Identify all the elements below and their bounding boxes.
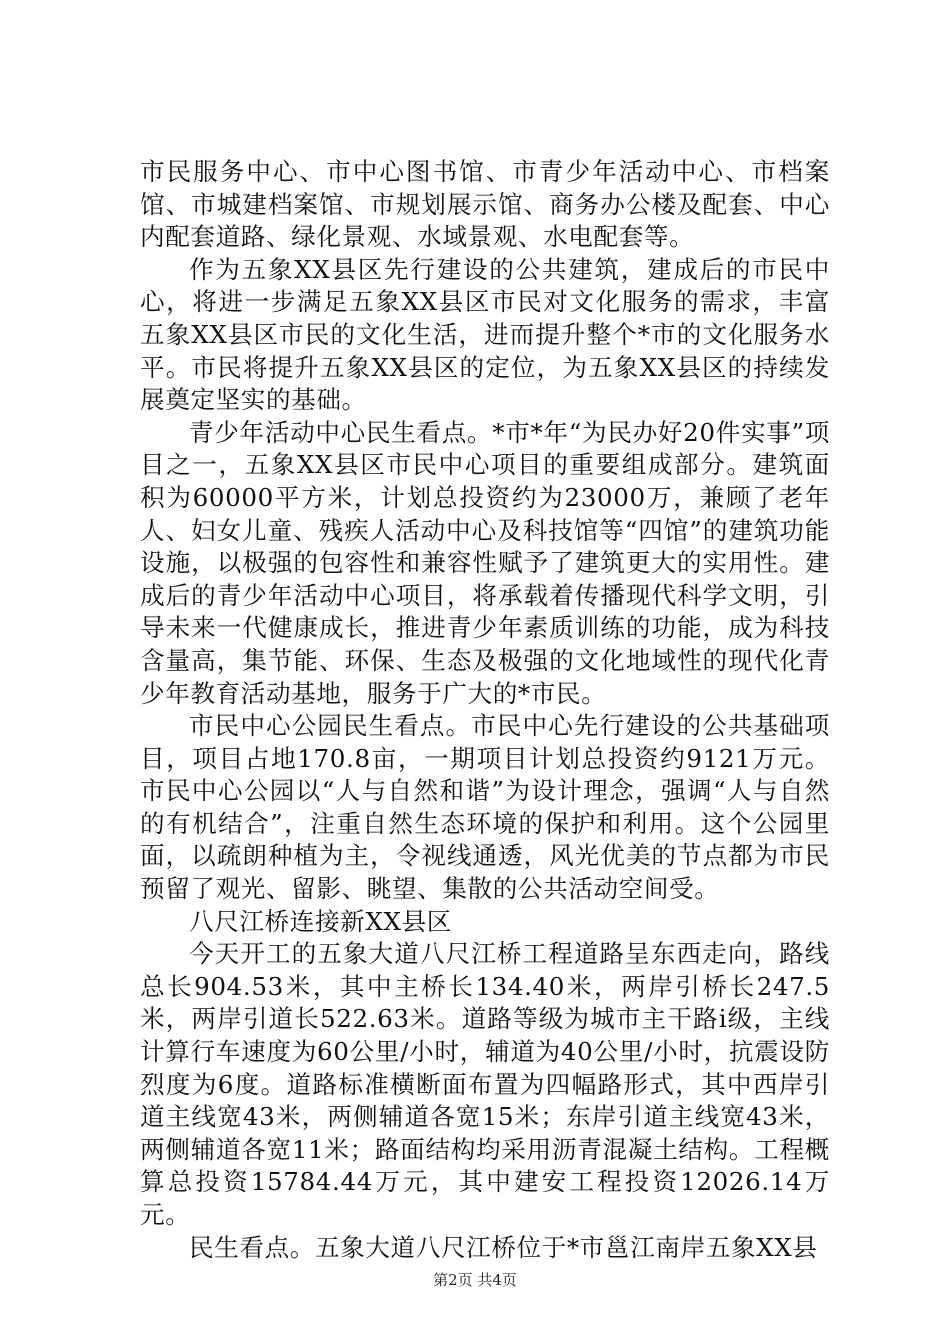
paragraph-center-park: 市民中心公园民生看点。市民中心先行建设的公共基础项目，项目占地170.8亩，一期项目计划总投资约9121万元。市民中心公园以“人与自然和谐”为设计理念，强调“人与自然的有机结合”，注重自然生态环境的保护和利用。这个公园里面，以疏朗种植为主，令视线通透，风光优美的节点都为市民预留了观光、留影、眺望、集散的公共活动空间受。: [140, 711, 830, 904]
section-heading-bachijiang-bridge: 八尺江桥连接新XX县区: [189, 906, 452, 936]
paragraph-bridge-highlights: 民生看点。五象大道八尺江桥位于*市邕江南岸五象XX县: [189, 1232, 818, 1262]
paragraph-citizen-center: 作为五象XX县区先行建设的公共建筑，建成后的市民中心，将进一步满足五象XX县区市民对文化服务的需求，丰富五象XX县区市民的文化生活，进而提升整个*市的文化服务水平。市民将提升五象XX县区的定位，为五象XX县区的持续发展奠定坚实的基础。: [140, 254, 830, 415]
page-footer: 第2页 共4页: [433, 1271, 517, 1289]
paragraph-bridge-details: 今天开工的五象大道八尺江桥工程道路呈东西走向，路线总长904.53米，其中主桥长134.40米，两岸引桥长247.5米，两岸引道长522.63米。道路等级为城市主干路i级，主线计算行车速度为60公里/小时，辅道为40公里/小时，抗震设防烈度为6度。道路标准横断面布置为四幅路形式，其中西岸引道主线宽43米，两侧辅道各宽15米；东岸引道主线宽43米，两侧辅道各宽11米；路面结构均采用沥青混凝土结构。工程概算总投资15784.44万元，其中建安工程投资12026.14万元。: [140, 939, 830, 1229]
document-body: [140, 156, 830, 1264]
paragraph-youth-center: 青少年活动中心民生看点。*市*年“为民办好20件实事”项目之一，五象XX县区市民中心项目的重要组成部分。建筑面积为60000平方米，计划总投资约为23000万，兼顾了老年人、妇女儿童、残疾人活动中心及科技馆等“四馆”的建筑功能设施，以极强的包容性和兼容性赋予了建筑更大的实用性。建成后的青少年活动中心项目，将承载着传播现代科学文明，引导未来一代健康成长，推进青少年素质训练的功能，成为科技含量高，集节能、环保、生态及极强的文化地域性的现代化青少年教育活动基地，服务于广大的*市民。: [140, 417, 830, 708]
paragraph-facility-list: 市民服务中心、市中心图书馆、市青少年活动中心、市档案馆、市城建档案馆、市规划展示馆、商务办公楼及配套、中心内配套道路、绿化景观、水域景观、水电配套等。: [140, 157, 830, 252]
